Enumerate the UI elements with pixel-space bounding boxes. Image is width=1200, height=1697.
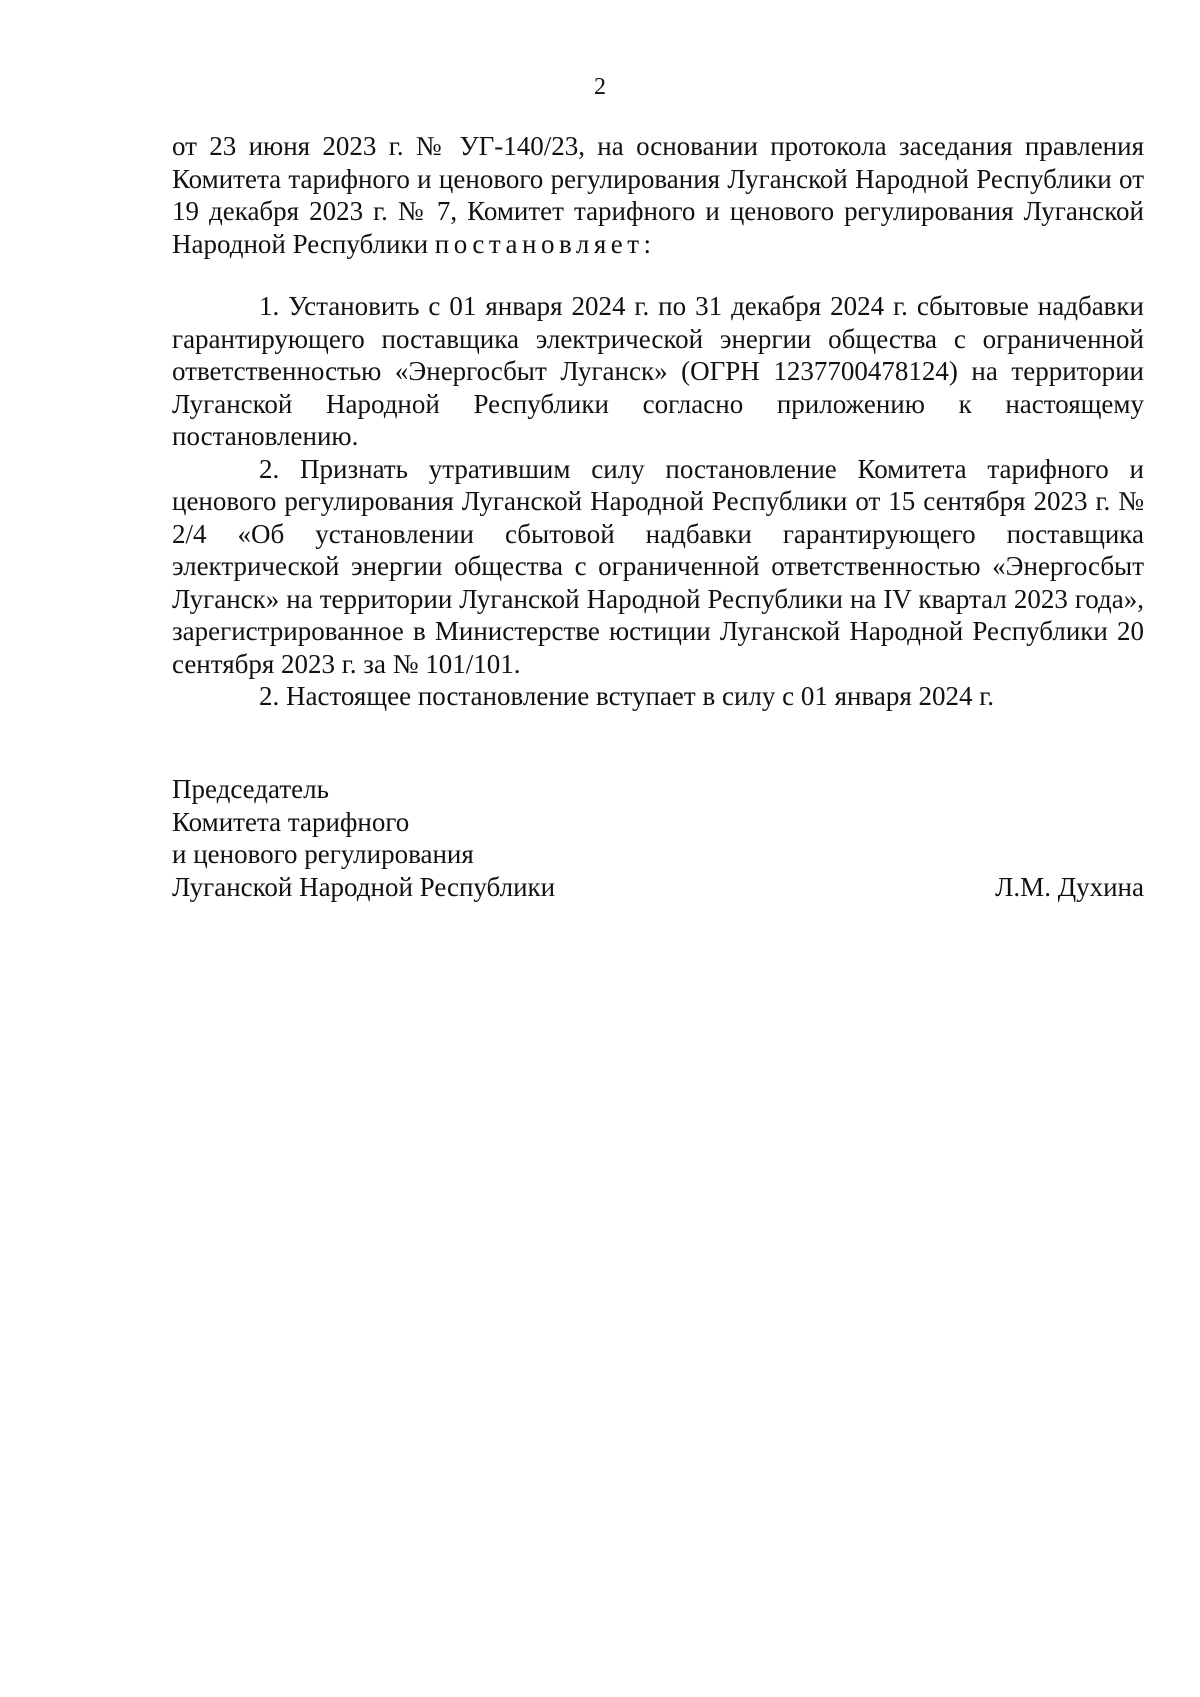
document-body — [172, 130, 1144, 713]
item-1-paragraph: 1. Установить с 01 января 2024 г. по 31 декабря 2024 г. сбытовые надбавки гарантирующего поставщика электрической энергии общества с ограниченной ответственностью «Энергосбыт Луганск» (ОГРН 1237700478124) на территории Луганской Народной Республики согласно приложению к настоящему постановлению. — [172, 291, 1144, 451]
signatory-name: Л.М. Духина — [995, 871, 1144, 902]
signature-last-row — [172, 871, 1144, 904]
intro-text: от 23 июня 2023 г. № УГ-140/23, на основании протокола заседания правления Комитета тарифного и ценового регулирования Луганской Народной Республики от 19 декабря 2023 г. № 7, Комитет тарифного и ценового регулирования Луганской Народной Республики — [172, 131, 1144, 259]
signatory-title-line-2: Комитета тарифного — [172, 806, 410, 837]
resolves-word: постановляет: — [434, 228, 656, 259]
intro-paragraph — [172, 130, 1144, 260]
item-3-paragraph: 2. Настоящее постановление вступает в силу с 01 января 2024 г. — [259, 681, 995, 711]
item-2-paragraph: 2. Признать утратившим силу постановление Комитета тарифного и ценового регулирования Луганской Народной Республики от 15 сентября 2023 г. № 2/4 «Об установлении сбытовой надбавки гарантирующего поставщика электрической энергии общества с ограниченной ответственностью «Энергосбыт Луганск» на территории Луганской Народной Республики на IV квартал 2023 года», зарегистрированное в Министерстве юстиции Луганской Народной Республики 20 сентября 2023 г. за № 101/101. — [172, 453, 1144, 679]
signatory-title-line-1: Председатель — [172, 774, 329, 804]
signature-block — [172, 773, 1144, 903]
signatory-title-line-4: Луганской Народной Республики — [172, 871, 556, 902]
page-number: 2 — [594, 74, 606, 100]
signatory-title-line-3: и ценового регулирования — [172, 839, 474, 869]
